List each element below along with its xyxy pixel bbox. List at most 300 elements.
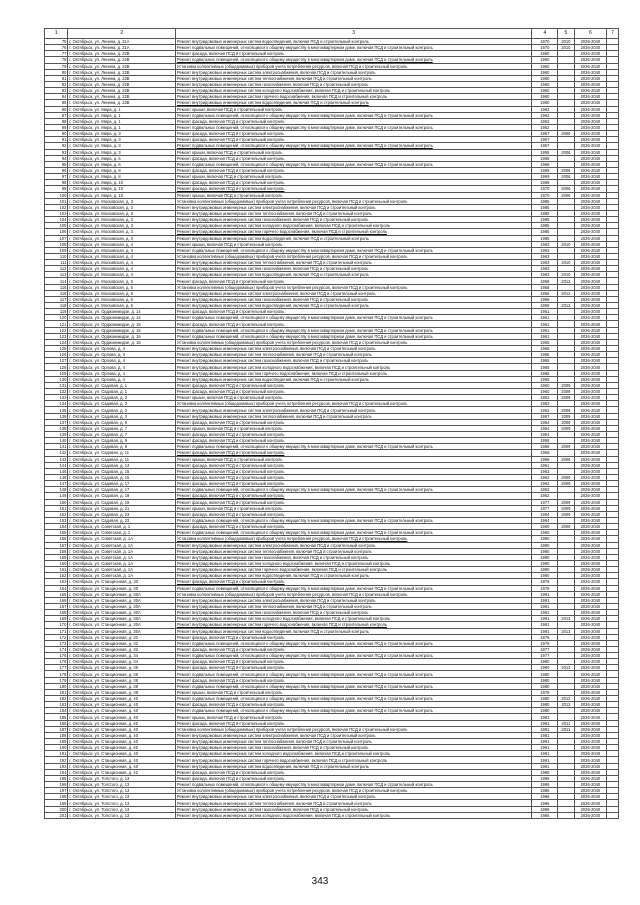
- work-type-cell: Ремонт подвальных помещений, относящихся к общему имуществу в многоквартирном доме, включая ПСД и строительный контроль: [175, 327, 532, 333]
- build-year-cell: 1977: [532, 653, 558, 659]
- build-year-cell: 1985: [532, 217, 558, 223]
- planned-period-cell: 2036-2040: [574, 389, 607, 395]
- address-cell: г. Октябрьск, ул. Станционная, д. 40: [68, 720, 176, 726]
- last-repair-year-cell: 2009: [558, 407, 574, 413]
- work-type-cell: Ремонт крыши, включая ПСД и строительный контроль: [175, 174, 532, 180]
- work-type-cell: Ремонт фасада, включая ПСД и строительный контроль: [175, 186, 532, 192]
- build-year-cell: 1963: [532, 247, 558, 253]
- row-number: 160: [45, 560, 68, 566]
- address-cell: г. Октябрьск, ул. Мира, д. 3: [68, 143, 176, 149]
- planned-period-cell: 2036-2040: [574, 481, 607, 487]
- address-cell: г. Октябрьск, ул. Станционная, д. 38: [68, 683, 176, 689]
- row-number: 124: [45, 339, 68, 345]
- row-number: 171: [45, 628, 68, 634]
- row-number: 169: [45, 616, 68, 622]
- work-type-cell: Ремонт подвальных помещений, относящихся к общему имуществу в многоквартирном доме, включая ПСД и строительный контроль: [175, 124, 532, 130]
- work-type-cell: Ремонт внутридомовых инженерных систем теплоснабжения, включая ПСД и строительный контроль: [175, 75, 532, 81]
- address-cell: г. Октябрьск, ул. Садовая, д. 3: [68, 407, 176, 413]
- build-year-cell: 1990: [532, 567, 558, 573]
- address-cell: г. Октябрьск, ул. Орлова, д. 4: [68, 346, 176, 352]
- address-cell: г. Октябрьск, ул. Орлова, д. 4: [68, 358, 176, 364]
- planned-period-cell: 2036-2040: [574, 290, 607, 296]
- work-type-cell: Установка коллективных (общедомовых) приборов учета потребления ресурсов, включая ПСД и строительный контроль: [175, 253, 532, 259]
- address-cell: г. Октябрьск, ул. Московская, д. 4: [68, 266, 176, 272]
- build-year-cell: 1991: [532, 597, 558, 603]
- work-type-cell: Установка коллективных (общедомовых) приборов учета потребления ресурсов, включая ПСД и строительный контроль: [175, 198, 532, 204]
- work-type-cell: Ремонт фасада, включая ПСД и строительный контроль: [175, 474, 532, 480]
- build-year-cell: 1991: [532, 622, 558, 628]
- planned-period-cell: 2036-2040: [574, 198, 607, 204]
- planned-period-cell: 2036-2040: [574, 266, 607, 272]
- planned-period-cell: 2036-2040: [574, 352, 607, 358]
- address-cell: г. Октябрьск, ул. Московская, д. 6: [68, 278, 176, 284]
- row-number: 196: [45, 782, 68, 788]
- row-number: 179: [45, 677, 68, 683]
- work-type-cell: Ремонт фасада, включая ПСД и строительный контроль: [175, 450, 532, 456]
- work-type-cell: Ремонт фасада, включая ПСД и строительный контроль: [175, 389, 532, 395]
- work-type-cell: Ремонт фасада, включая ПСД и строительный контроль: [175, 775, 532, 781]
- build-year-cell: 1978: [532, 689, 558, 695]
- address-cell: г. Октябрьск, ул. Садовая, д. 15: [68, 468, 176, 474]
- address-cell: г. Октябрьск, ул. Садовая, д. 17: [68, 487, 176, 493]
- work-type-cell: Ремонт фасада, включая ПСД и строительный контроль: [175, 769, 532, 775]
- planned-period-cell: 2036-2040: [574, 671, 607, 677]
- work-type-cell: Ремонт внутридомовых инженерных систем газоснабжения, включая ПСД и строительный контроль: [175, 745, 532, 751]
- work-type-cell: Ремонт внутридомовых инженерных систем теплоснабжения, включая ПСД и строительный контроль: [175, 260, 532, 266]
- row-number: 153: [45, 517, 68, 523]
- build-year-cell: 1965: [532, 376, 558, 382]
- work-type-cell: Ремонт внутридомовых инженерных систем водоотведения, включая ПСД и строительный контроль: [175, 573, 532, 579]
- address-cell: г. Октябрьск, ул. Ленина, д. 22В: [68, 57, 176, 63]
- build-year-cell: 1980: [532, 659, 558, 665]
- row-number: 114: [45, 278, 68, 284]
- work-type-cell: Ремонт фасада, включая ПСД и строительный контроль: [175, 646, 532, 652]
- planned-period-cell: 2036-2040: [574, 143, 607, 149]
- planned-period-cell: 2036-2040: [574, 401, 607, 407]
- address-cell: г. Октябрьск, ул. Московская, д. 4: [68, 247, 176, 253]
- work-type-cell: Ремонт внутридомовых инженерных систем холодного водоснабжения, включая ПСД и строительный контроль: [175, 751, 532, 757]
- planned-period-cell: 2036-2040: [574, 149, 607, 155]
- work-type-cell: Ремонт фасада, включая ПСД и строительный контроль: [175, 155, 532, 161]
- address-cell: г. Октябрьск, ул. Мира, д. 6: [68, 161, 176, 167]
- planned-period-cell: 2036-2040: [574, 413, 607, 419]
- row-number: 101: [45, 198, 68, 204]
- row-number: 173: [45, 640, 68, 646]
- build-year-cell: 1965: [532, 364, 558, 370]
- work-type-cell: Ремонт подвальных помещений, относящихся к общему имуществу в многоквартирном доме, включая ПСД и строительный контроль: [175, 782, 532, 788]
- address-cell: г. Октябрьск, ул. Мира, д. 10: [68, 192, 176, 198]
- build-year-cell: 1991: [532, 628, 558, 634]
- header-cell: 1: [45, 29, 68, 39]
- work-type-cell: Ремонт крыши, включая ПСД и строительный контроль: [175, 192, 532, 198]
- row-number: 186: [45, 720, 68, 726]
- row-number: 167: [45, 603, 68, 609]
- work-type-cell: Ремонт внутридомовых инженерных систем теплоснабжения, включая ПСД и строительный контроль: [175, 548, 532, 554]
- planned-period-cell: 2036-2040: [574, 339, 607, 345]
- work-type-cell: Ремонт фасада, включая ПСД и строительный контроль: [175, 468, 532, 474]
- address-cell: г. Октябрьск, ул. Станционная, д. 40: [68, 702, 176, 708]
- build-year-cell: 1968: [532, 180, 558, 186]
- build-year-cell: 1954: [532, 425, 558, 431]
- build-year-cell: 1965: [532, 352, 558, 358]
- row-number: 83: [45, 88, 68, 94]
- planned-period-cell: 2036-2040: [574, 665, 607, 671]
- row-number: 181: [45, 689, 68, 695]
- last-repair-year-cell: 2009: [558, 382, 574, 388]
- row-number: 86: [45, 106, 68, 112]
- table-header-row: [45, 29, 619, 39]
- row-number: 152: [45, 511, 68, 517]
- work-type-cell: Ремонт внутридомовых инженерных систем электроснабжения, включая ПСД и строительный контроль: [175, 290, 532, 296]
- work-type-cell: Установка коллективных (общедомовых) приборов учета потребления ресурсов, включая ПСД и строительный контроль: [175, 284, 532, 290]
- planned-period-cell: 2036-2040: [574, 720, 607, 726]
- planned-period-cell: 2036-2040: [574, 499, 607, 505]
- row-number: 139: [45, 432, 68, 438]
- planned-period-cell: 2036-2040: [574, 726, 607, 732]
- address-cell: г. Октябрьск, ул. Станционная, д. 36: [68, 671, 176, 677]
- work-type-cell: Ремонт внутридомовых инженерных систем теплоснабжения, включая ПСД и строительный контроль: [175, 352, 532, 358]
- planned-period-cell: 2036-2040: [574, 554, 607, 560]
- planned-period-cell: 2036-2040: [574, 603, 607, 609]
- row-number: 87: [45, 112, 68, 118]
- build-year-cell: 1980: [532, 702, 558, 708]
- row-number: 96: [45, 167, 68, 173]
- build-year-cell: 1990: [532, 542, 558, 548]
- last-repair-year-cell: 2006: [558, 174, 574, 180]
- row-number: 175: [45, 653, 68, 659]
- planned-period-cell: 2036-2040: [574, 689, 607, 695]
- work-type-cell: Ремонт крыши, включая ПСД и строительный контроль: [175, 395, 532, 401]
- row-number: 120: [45, 315, 68, 321]
- last-repair-year-cell: 2009: [558, 505, 574, 511]
- address-cell: г. Октябрьск, ул. Орлова, д. 4: [68, 376, 176, 382]
- planned-period-cell: 2036-2040: [574, 714, 607, 720]
- work-type-cell: Ремонт внутридомовых инженерных систем газоснабжения, включая ПСД и строительный контроль: [175, 610, 532, 616]
- planned-period-cell: 2036-2040: [574, 659, 607, 665]
- build-year-cell: 1958: [532, 456, 558, 462]
- row-number: 166: [45, 597, 68, 603]
- build-year-cell: 1958: [532, 303, 558, 309]
- row-number: 89: [45, 124, 68, 130]
- address-cell: г. Октябрьск, ул. Станционная, д. 40: [68, 726, 176, 732]
- row-number: 170: [45, 622, 68, 628]
- build-year-cell: 1961: [532, 333, 558, 339]
- planned-period-cell: 2036-2040: [574, 358, 607, 364]
- row-number: 172: [45, 634, 68, 640]
- address-cell: г. Октябрьск, ул. Садовая, д. 21: [68, 505, 176, 511]
- address-cell: г. Октябрьск, ул. Московская, д. 4: [68, 260, 176, 266]
- planned-period-cell: 2036-2040: [574, 315, 607, 321]
- last-repair-year-cell: 2011: [558, 726, 574, 732]
- address-cell: г. Октябрьск, ул. Станционная, д. 36: [68, 665, 176, 671]
- header-cell: 3: [175, 29, 532, 39]
- address-cell: г. Октябрьск, ул. Советская, д. 1А: [68, 542, 176, 548]
- last-repair-year-cell: 2011: [558, 720, 574, 726]
- build-year-cell: 1991: [532, 739, 558, 745]
- work-type-cell: Ремонт подвальных помещений, относящихся к общему имуществу в многоквартирном доме, включая ПСД и строительный контроль: [175, 143, 532, 149]
- planned-period-cell: 2036-2040: [574, 180, 607, 186]
- planned-period-cell: 2036-2040: [574, 468, 607, 474]
- work-type-cell: Ремонт фасада, включая ПСД и строительный контроль: [175, 309, 532, 315]
- build-year-cell: 1985: [532, 769, 558, 775]
- planned-period-cell: 2036-2040: [574, 192, 607, 198]
- planned-period-cell: 2036-2040: [574, 524, 607, 530]
- address-cell: г. Октябрьск, ул. Толстого, д. 13: [68, 812, 176, 818]
- work-type-cell: Ремонт фасада, включая ПСД и строительный контроль: [175, 720, 532, 726]
- row-number: 140: [45, 438, 68, 444]
- address-cell: г. Октябрьск, ул. Советская, д. 1А: [68, 554, 176, 560]
- planned-period-cell: 2036-2040: [574, 450, 607, 456]
- planned-period-cell: 2036-2040: [574, 560, 607, 566]
- work-type-cell: Ремонт внутридомовых инженерных систем водоотведения, включая ПСД и строительный контроль: [175, 235, 532, 241]
- address-cell: г. Октябрьск, ул. Ленина, д. 22В: [68, 63, 176, 69]
- planned-period-cell: 2036-2040: [574, 124, 607, 130]
- work-type-cell: Ремонт внутридомовых инженерных систем электроснабжения, включая ПСД и строительный контроль: [175, 794, 532, 800]
- build-year-cell: 1985: [532, 223, 558, 229]
- build-year-cell: 1953: [532, 407, 558, 413]
- row-number: 161: [45, 567, 68, 573]
- build-year-cell: 1977: [532, 646, 558, 652]
- address-cell: г. Октябрьск, ул. Садовая, д. 3: [68, 413, 176, 419]
- row-number: 92: [45, 143, 68, 149]
- build-year-cell: 1960: [532, 389, 558, 395]
- work-type-cell: Ремонт внутридомовых инженерных систем газоснабжения, включая ПСД и строительный контроль: [175, 217, 532, 223]
- build-year-cell: 1986: [532, 788, 558, 794]
- address-cell: г. Октябрьск, ул. Садовая, д. 11: [68, 450, 176, 456]
- address-cell: г. Октябрьск, ул. Московская, д. 6: [68, 290, 176, 296]
- work-type-cell: Ремонт фасада, включая ПСД и строительный контроль: [175, 665, 532, 671]
- planned-period-cell: 2036-2040: [574, 591, 607, 597]
- build-year-cell: 1981: [532, 720, 558, 726]
- work-type-cell: Ремонт внутридомовых инженерных систем горячего водоснабжения, включая ПСД и строительный контроль: [175, 94, 532, 100]
- build-year-cell: 1962: [532, 106, 558, 112]
- address-cell: г. Октябрьск, ул. Мира, д. 3: [68, 131, 176, 137]
- build-year-cell: 1980: [532, 671, 558, 677]
- build-year-cell: 1960: [532, 94, 558, 100]
- work-type-cell: Ремонт внутридомовых инженерных систем газоснабжения, включая ПСД и строительный контроль: [175, 806, 532, 812]
- work-type-cell: Ремонт подвальных помещений, относящихся к общему имуществу в многоквартирном доме, включая ПСД и строительный контроль: [175, 671, 532, 677]
- work-type-cell: Ремонт фасада, включая ПСД и строительный контроль: [175, 167, 532, 173]
- address-cell: г. Октябрьск, ул. Станционная, д. 38: [68, 677, 176, 683]
- build-year-cell: 1961: [532, 327, 558, 333]
- work-type-cell: Ремонт подвальных помещений, относящихся к общему имуществу в многоквартирном доме, включая ПСД и строительный контроль: [175, 45, 532, 51]
- work-type-cell: Ремонт фасада, включая ПСД и строительный контроль: [175, 321, 532, 327]
- work-type-cell: Ремонт фасада, включая ПСД и строительный контроль: [175, 278, 532, 284]
- planned-period-cell: 2036-2040: [574, 327, 607, 333]
- row-number: 134: [45, 401, 68, 407]
- build-year-cell: 1970: [532, 45, 558, 51]
- work-type-cell: Ремонт подвальных помещений, относящихся к общему имуществу в многоквартирном доме, включая ПСД и строительный контроль: [175, 112, 532, 118]
- work-type-cell: Ремонт внутридомовых инженерных систем электроснабжения, включая ПСД и строительный контроль: [175, 542, 532, 548]
- planned-period-cell: 2036-2040: [574, 100, 607, 106]
- last-repair-year-cell: 2009: [558, 481, 574, 487]
- row-number: 176: [45, 659, 68, 665]
- address-cell: г. Октябрьск, ул. Станционная, д. 30: [68, 585, 176, 591]
- planned-period-cell: 2036-2040: [574, 223, 607, 229]
- address-cell: г. Октябрьск, ул. Орджоникидзе, д. 14: [68, 309, 176, 315]
- address-cell: г. Октябрьск, ул. Станционная, д. 34: [68, 659, 176, 665]
- address-cell: г. Октябрьск, ул. Станционная, д. 40: [68, 763, 176, 769]
- work-type-cell: Ремонт фасада, включая ПСД и строительный контроль: [175, 131, 532, 137]
- work-type-cell: Ремонт подвальных помещений, относящихся к общему имуществу в многоквартирном доме, включая ПСД и строительный контроль: [175, 653, 532, 659]
- row-number: 164: [45, 585, 68, 591]
- address-cell: г. Октябрьск, ул. Станционная, д. 40: [68, 696, 176, 702]
- row-number: 108: [45, 241, 68, 247]
- build-year-cell: 1970: [532, 192, 558, 198]
- build-year-cell: 1991: [532, 616, 558, 622]
- last-repair-year-cell: 2013: [558, 665, 574, 671]
- address-cell: г. Октябрьск, ул. Мира, д. 10: [68, 186, 176, 192]
- address-cell: г. Октябрьск, ул. Станционная, д. 40: [68, 739, 176, 745]
- row-number: 195: [45, 775, 68, 781]
- build-year-cell: 1960: [532, 57, 558, 63]
- build-year-cell: 1969: [532, 167, 558, 173]
- address-cell: г. Октябрьск, ул. Орджоникидзе, д. 15: [68, 327, 176, 333]
- address-cell: г. Октябрьск, ул. Мира, д. 6: [68, 155, 176, 161]
- build-year-cell: 1990: [532, 560, 558, 566]
- build-year-cell: 1990: [532, 573, 558, 579]
- build-year-cell: 1960: [532, 75, 558, 81]
- planned-period-cell: 2036-2040: [574, 419, 607, 425]
- planned-period-cell: 2036-2040: [574, 775, 607, 781]
- row-number: 98: [45, 180, 68, 186]
- work-type-cell: Установка коллективных (общедомовых) приборов учета потребления ресурсов, включая ПСД и строительный контроль: [175, 536, 532, 542]
- last-repair-year-cell: 2008: [558, 456, 574, 462]
- address-cell: г. Октябрьск, ул. Орлова, д. 4: [68, 364, 176, 370]
- address-cell: г. Октябрьск, ул. Ленина, д. 22В: [68, 69, 176, 75]
- build-year-cell: 1978: [532, 579, 558, 585]
- row-number: 110: [45, 253, 68, 259]
- planned-period-cell: 2036-2040: [574, 425, 607, 431]
- row-number: 142: [45, 450, 68, 456]
- header-cell: 2: [68, 29, 176, 39]
- planned-period-cell: 2036-2040: [574, 732, 607, 738]
- work-type-cell: Ремонт внутридомовых инженерных систем газоснабжения, включая ПСД и строительный контроль: [175, 81, 532, 87]
- last-repair-year-cell: 2009: [558, 413, 574, 419]
- address-cell: г. Октябрьск, ул. Московская, д. 3: [68, 204, 176, 210]
- row-number: 97: [45, 174, 68, 180]
- work-type-cell: Ремонт внутридомовых инженерных систем водоотведения, включая ПСД и строительный контроль: [175, 272, 532, 278]
- build-year-cell: 1962: [532, 493, 558, 499]
- row-number: 131: [45, 382, 68, 388]
- planned-period-cell: 2036-2040: [574, 616, 607, 622]
- row-number: 162: [45, 573, 68, 579]
- row-number: 78: [45, 57, 68, 63]
- planned-period-cell: 2036-2040: [574, 517, 607, 523]
- planned-period-cell: 2036-2040: [574, 794, 607, 800]
- planned-period-cell: 2036-2040: [574, 94, 607, 100]
- work-type-cell: Ремонт подвальных помещений, относящихся к общему имуществу в многоквартирном доме, включая ПСД и строительный контроль: [175, 57, 532, 63]
- work-type-cell: Ремонт фасада, включая ПСД и строительный контроль: [175, 462, 532, 468]
- planned-period-cell: 2036-2040: [574, 370, 607, 376]
- last-repair-year-cell: 2009: [558, 511, 574, 517]
- build-year-cell: 1957: [532, 143, 558, 149]
- work-type-cell: Ремонт подвальных помещений, относящихся к общему имуществу в многоквартирном доме, включая ПСД и строительный контроль: [175, 640, 532, 646]
- planned-period-cell: 2036-2040: [574, 278, 607, 284]
- build-year-cell: 1962: [532, 481, 558, 487]
- row-number: 180: [45, 683, 68, 689]
- address-cell: г. Октябрьск, ул. Станционная, д. 40: [68, 757, 176, 763]
- planned-period-cell: 2036-2040: [574, 118, 607, 124]
- address-cell: г. Октябрьск, ул. Московская, д. 3: [68, 223, 176, 229]
- address-cell: г. Октябрьск, ул. Толстого, д. 13: [68, 782, 176, 788]
- build-year-cell: 1952: [532, 395, 558, 401]
- row-number: 137: [45, 419, 68, 425]
- last-repair-year-cell: 2010: [558, 260, 574, 266]
- build-year-cell: 1958: [532, 149, 558, 155]
- row-number: 111: [45, 260, 68, 266]
- build-year-cell: 1986: [532, 812, 558, 818]
- work-type-cell: Ремонт подвальных помещений, относящихся к общему имуществу в многоквартирном доме, включая ПСД и строительный контроль: [175, 161, 532, 167]
- build-year-cell: 1970: [532, 39, 558, 45]
- planned-period-cell: 2036-2040: [574, 610, 607, 616]
- address-cell: г. Октябрьск, ул. Ленина, д. 22В: [68, 75, 176, 81]
- address-cell: г. Октябрьск, ул. Ленина, д. 21А: [68, 45, 176, 51]
- address-cell: г. Октябрьск, ул. Московская, д. 6: [68, 284, 176, 290]
- address-cell: г. Октябрьск, ул. Толстого, д. 13: [68, 775, 176, 781]
- address-cell: г. Октябрьск, ул. Орджоникидзе, д. 16: [68, 333, 176, 339]
- planned-period-cell: 2036-2040: [574, 536, 607, 542]
- address-cell: г. Октябрьск, ул. Мира, д. 1: [68, 118, 176, 124]
- build-year-cell: 1977: [532, 505, 558, 511]
- build-year-cell: 1962: [532, 124, 558, 130]
- row-number: 135: [45, 407, 68, 413]
- planned-period-cell: 2036-2040: [574, 395, 607, 401]
- work-type-cell: Ремонт внутридомовых инженерных систем газоснабжения, включая ПСД и строительный контроль: [175, 296, 532, 302]
- address-cell: г. Октябрьск, ул. Садовая, д. 7: [68, 432, 176, 438]
- work-type-cell: Ремонт фасада, включая ПСД и строительный контроль: [175, 511, 532, 517]
- work-type-cell: Ремонт крыши, включая ПСД и строительный контроль: [175, 505, 532, 511]
- build-year-cell: 1980: [532, 683, 558, 689]
- address-cell: г. Октябрьск, ул. Станционная, д. 40: [68, 732, 176, 738]
- row-number: 147: [45, 481, 68, 487]
- planned-period-cell: 2036-2040: [574, 69, 607, 75]
- document-sheet: [44, 28, 619, 819]
- planned-period-cell: 2036-2040: [574, 782, 607, 788]
- work-type-cell: Ремонт крыши, включая ПСД и строительный контроль: [175, 106, 532, 112]
- row-number: 91: [45, 137, 68, 143]
- row-number: 113: [45, 272, 68, 278]
- work-type-cell: Ремонт крыши, включая ПСД и строительный контроль: [175, 149, 532, 155]
- planned-period-cell: 2036-2040: [574, 708, 607, 714]
- work-type-cell: Ремонт внутридомовых инженерных систем водоотведения, включая ПСД и строительный контроль: [175, 39, 532, 45]
- row-number: 117: [45, 296, 68, 302]
- address-cell: г. Октябрьск, ул. Садовая, д. 9: [68, 438, 176, 444]
- row-number: 141: [45, 444, 68, 450]
- work-type-cell: Ремонт подвальных помещений, относящихся к общему имуществу в многоквартирном доме, включая ПСД и строительный контроль: [175, 315, 532, 321]
- build-year-cell: 1963: [532, 266, 558, 272]
- last-repair-year-cell: 2009: [558, 474, 574, 480]
- address-cell: г. Октябрьск, ул. Московская, д. 6: [68, 303, 176, 309]
- address-cell: г. Октябрьск, ул. Садовая, д. 3: [68, 401, 176, 407]
- header-cell: 7: [607, 29, 619, 39]
- build-year-cell: 1985: [532, 204, 558, 210]
- row-number: 106: [45, 229, 68, 235]
- work-type-cell: Ремонт внутридомовых инженерных систем водоотведения, включая ПСД и строительный контроль: [175, 376, 532, 382]
- planned-period-cell: 2036-2040: [574, 186, 607, 192]
- build-year-cell: 1986: [532, 782, 558, 788]
- planned-period-cell: 2036-2040: [574, 548, 607, 554]
- row-number: 133: [45, 395, 68, 401]
- planned-period-cell: 2036-2040: [574, 376, 607, 382]
- work-type-cell: Ремонт подвальных помещений, относящихся к общему имуществу в многоквартирном доме, включая ПСД и строительный контроль: [175, 444, 532, 450]
- row-number: 192: [45, 757, 68, 763]
- last-repair-year-cell: 2009: [558, 425, 574, 431]
- work-type-cell: Ремонт внутридомовых инженерных систем электроснабжения, включая ПСД и строительный контроль: [175, 597, 532, 603]
- build-year-cell: 1991: [532, 591, 558, 597]
- planned-period-cell: 2036-2040: [574, 696, 607, 702]
- address-cell: г. Октябрьск, ул. Садовая, д. 11: [68, 456, 176, 462]
